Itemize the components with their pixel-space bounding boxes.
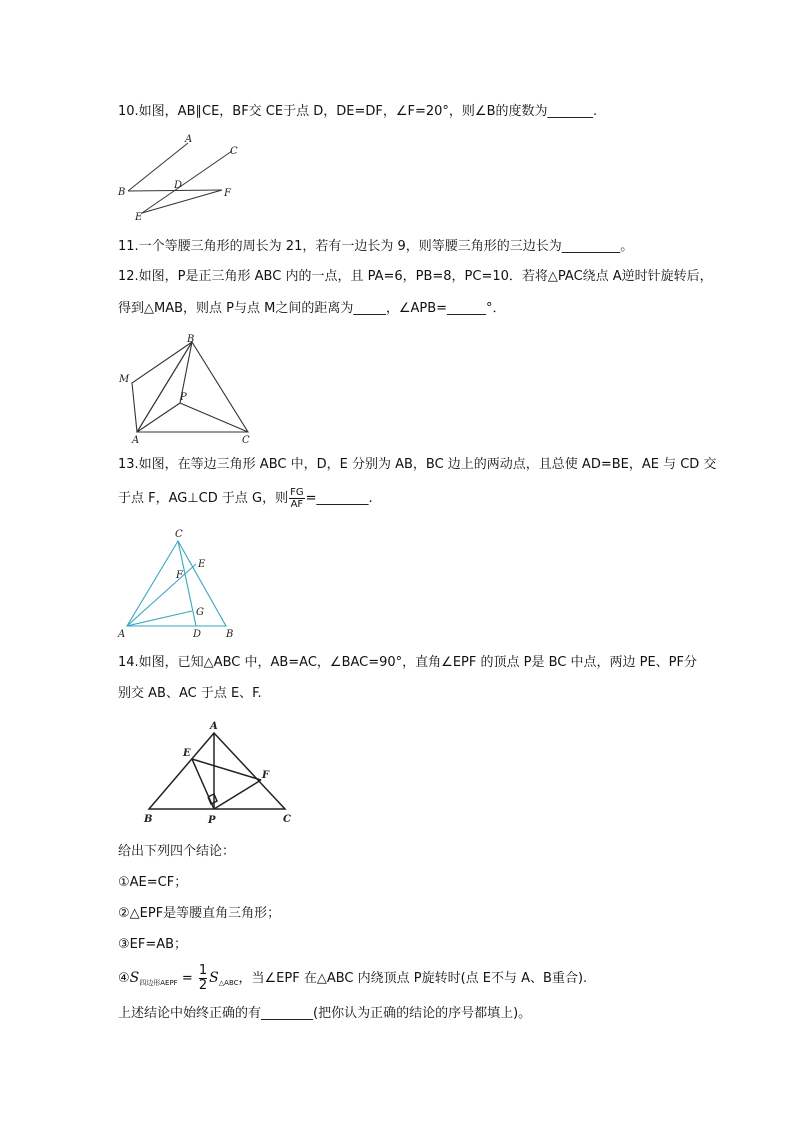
q12-figure: [116, 332, 256, 447]
label-E: E: [198, 559, 206, 570]
label-E: E: [183, 748, 191, 759]
half-fraction: [199, 964, 207, 993]
segment-EC: [142, 151, 232, 213]
q14-conclusion-4: [118, 961, 587, 1000]
q13-fraction: [289, 487, 305, 510]
segment-AG: [127, 611, 192, 626]
area-symbol-quad: S: [129, 970, 140, 986]
q12-line2: 得到△MAB，则点 P与点 M之间的距离为_____，∠APB=______°．: [118, 301, 506, 316]
label-A: A: [132, 435, 140, 446]
q14-figure: [138, 716, 298, 828]
label-A: A: [210, 721, 218, 732]
q14-conclusion-1: ①AE=CF；: [118, 875, 188, 890]
label-B: B: [187, 334, 195, 345]
label-P: P: [180, 392, 187, 403]
segment-PF: [214, 780, 261, 809]
q12-line1: 12.如图，P是正三角形 ABC 内的一点，且 PA=6，PB=8，PC=10．若将△PAC绕点 A逆时针旋转后，: [118, 269, 713, 284]
q13-line2-after: =________.: [305, 491, 373, 506]
label-B: B: [118, 187, 126, 198]
segment-PC: [180, 403, 248, 432]
label-G: G: [196, 607, 204, 618]
label-C: C: [242, 435, 250, 446]
area-symbol-triangle: S: [209, 970, 219, 986]
q14-final: 上述结论中始终正确的有________(把你认为正确的结论的序号都填上)。: [118, 1006, 532, 1021]
label-B: B: [226, 629, 234, 640]
fraction-numerator: FG: [290, 487, 304, 498]
label-D: D: [193, 629, 202, 640]
half-denominator: 2: [198, 978, 208, 993]
label-A: A: [118, 629, 126, 640]
equals-sign: =: [177, 971, 197, 986]
q11-text: 11.一个等腰三角形的周长为 21，若有一边长为 9，则等腰三角形的三边长为_________。: [118, 239, 634, 254]
half-numerator: 1: [198, 963, 208, 978]
q10-figure: [116, 134, 246, 224]
label-C: C: [175, 529, 183, 540]
label-C: C: [230, 146, 238, 157]
area-subscript-quad: 四边形AEPF: [139, 979, 178, 987]
fraction-denominator: AF: [290, 499, 304, 510]
label-A: A: [185, 134, 193, 145]
label-D: D: [174, 180, 183, 191]
q14-line2: 别交 AB、AC 于点 E、F.: [118, 686, 262, 701]
segment-EF: [192, 759, 261, 780]
label-M: M: [119, 374, 130, 385]
c4-suffix: ，当∠EPF 在△ABC 内绕顶点 P旋转时(点 E不与 A、B重合).: [238, 971, 588, 986]
q14-intro: 给出下列四个结论：: [118, 844, 236, 859]
segment-AE: [127, 564, 196, 626]
area-subscript-triangle: △ABC: [218, 979, 239, 987]
q13-line1: 13.如图，在等边三角形 ABC 中，D，E 分别为 AB，BC 边上的两动点，且总使 AD=BE，AE 与 CD 交: [118, 457, 717, 472]
label-B: B: [144, 814, 153, 825]
q13-figure: [116, 527, 246, 642]
right-angle-mark: [208, 794, 217, 804]
c4-prefix: ④: [118, 971, 130, 986]
q13-line2-before: 于点 F，AG⊥CD 于点 G，则: [118, 491, 289, 506]
label-F: F: [262, 770, 270, 781]
q14-line1: 14.如图，已知△ABC 中，AB=AC，∠BAC=90°，直角∠EPF 的顶点 P是 BC 中点，两边 PE、PF分: [118, 655, 697, 670]
q14-conclusion-2: ②△EPF是等腰直角三角形；: [118, 906, 281, 921]
segment-AP: [137, 403, 180, 432]
label-C: C: [283, 814, 291, 825]
q14-conclusion-3: ③EF=AB；: [118, 937, 188, 952]
segment-EF: [142, 190, 222, 213]
q10-text: 10.如图，AB∥CE，BF交 CE于点 D，DE=DF，∠F=20°，则∠B的度数为_______.: [118, 104, 598, 119]
label-F: F: [224, 188, 231, 199]
label-F: F: [176, 570, 183, 581]
q13-line2: [118, 487, 373, 510]
label-E: E: [135, 212, 143, 223]
segment-AB: [137, 342, 192, 432]
label-P: P: [208, 815, 216, 826]
triangle-ABC: [137, 342, 248, 432]
